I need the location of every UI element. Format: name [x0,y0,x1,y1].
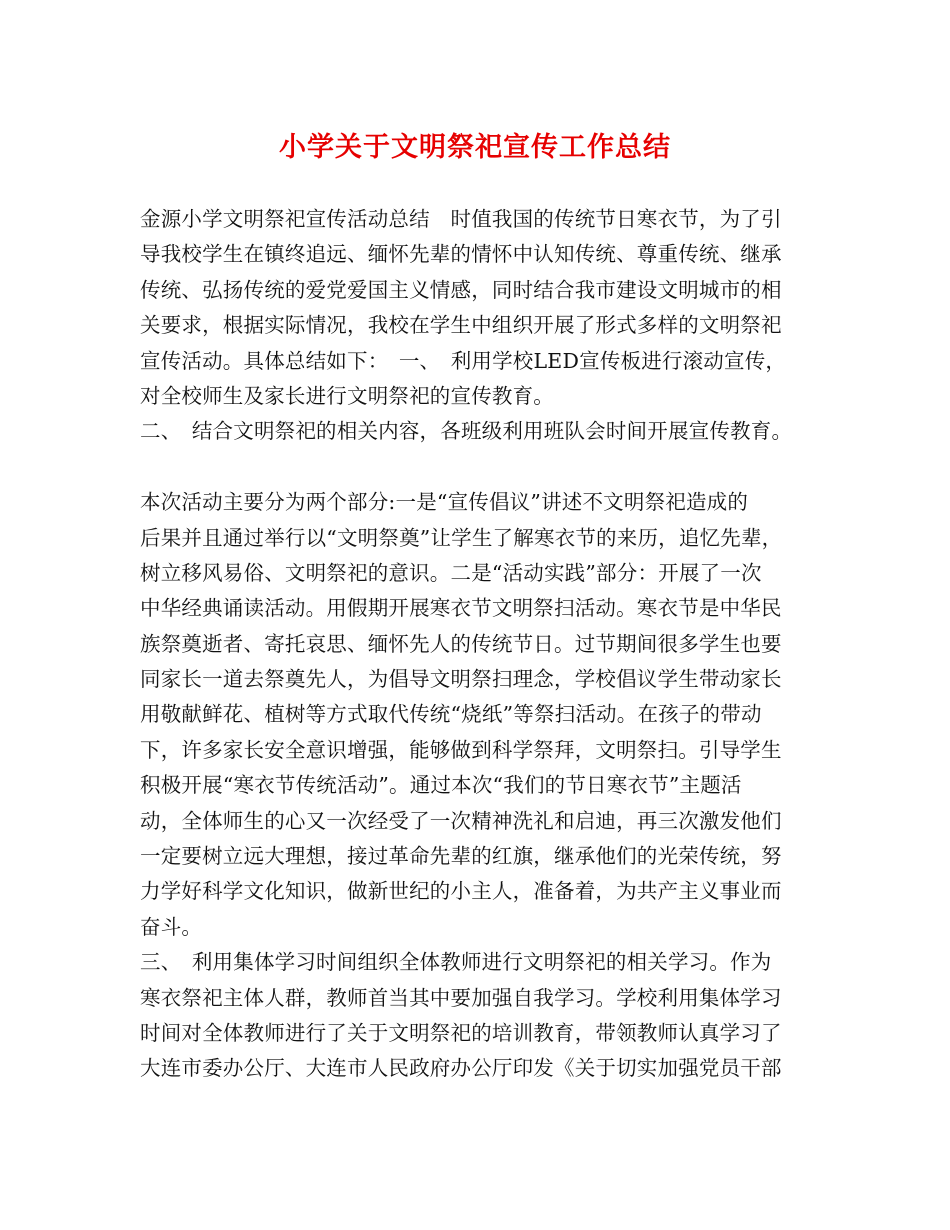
text-line: 二、 结合文明祭祀的相关内容，各班级利用班队会时间开展宣传教育。 [140,419,793,444]
text-line: 关要求，根据实际情况，我校在学生中组织开展了形式多样的文明祭祀 [140,313,782,338]
text-line: 对全校师生及家长进行文明祭祀的宣传教育。 [140,383,554,408]
text-line: 一定要树立远大理想，接过革命先辈的红旗，继承他们的光荣传统，努 [140,844,782,869]
blank-line [140,450,830,485]
text-line: 动，全体师生的心又一次经受了一次精神洗礼和启迪，再三次激发他们 [140,808,782,833]
text-line: 积极开展“寒衣节传统活动”。通过本次“我们的节日寒衣节”主题活 [140,773,742,798]
text-line: 族祭奠逝者、寄托哀思、缅怀先人的传统节日。过节期间很多学生也要 [140,631,782,656]
text-line: 三、 利用集体学习时间组织全体教师进行文明祭祀的相关学习。作为 [140,950,772,975]
text-line: 金源小学文明祭祀宣传活动总结 时值我国的传统节日寒衣节，为了引 [140,207,782,231]
text-line: 本次活动主要分为两个部分:一是“宣传倡议”讲述不文明祭祀造成的 [140,490,749,515]
text-line: 奋斗。 [140,914,203,939]
text-line: 用敬献鲜花、植树等方式取代传统“烧纸”等祭扫活动。在孩子的带动 [140,702,762,727]
text-line: 宣传活动。具体总结如下： 一、 利用学校LED宣传板进行滚动宣传， [140,348,787,373]
text-line: 后果并且通过举行以“文明祭奠”让学生了解寒衣节的来历，追忆先辈， [140,525,783,550]
document-title: 小学关于文明祭祀宣传工作总结 [279,132,671,163]
text-line: 同家长一道去祭奠先人，为倡导文明祭扫理念，学校倡议学生带动家长 [140,667,782,692]
text-line: 寒衣祭祀主体人群，教师首当其中要加强自我学习。学校利用集体学习 [140,985,782,1010]
text-line: 大连市委办公厅、大连市人民政府办公厅印发《关于切实加强党员干部 [140,1056,782,1081]
text-line: 中华经典诵读活动。用假期开展寒衣节文明祭扫活动。寒衣节是中华民 [140,596,782,621]
text-line: 下，许多家长安全意识增强，能够做到科学祭拜，文明祭扫。引导学生 [140,737,782,762]
text-line: 力学好科学文化知识，做新世纪的小主人，准备着，为共产主义事业而 [140,879,782,904]
document-body [140,202,830,1087]
text-line: 传统、弘扬传统的爱党爱国主义情感，同时结合我市建设文明城市的相 [140,277,782,302]
text-line: 时间对全体教师进行了关于文明祭祀的培训教育，带领教师认真学习了 [140,1020,782,1045]
text-line: 树立移风易俗、文明祭祀的意识。二是“活动实践”部分：开展了一次 [140,560,762,585]
text-line: 导我校学生在镇终追远、缅怀先辈的情怀中认知传统、尊重传统、继承 [140,242,782,267]
